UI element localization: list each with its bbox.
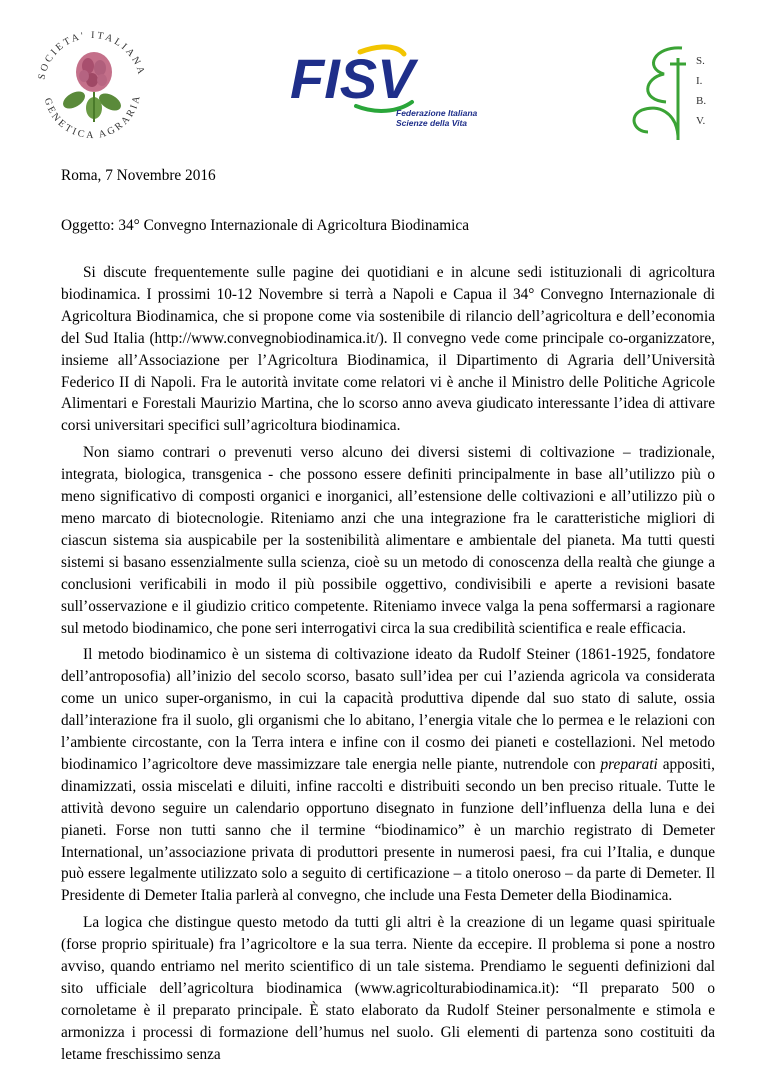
- fisv-caption-2: Scienze della Vita: [396, 118, 468, 128]
- paragraph-3-rest: appositi, dinamizzati, ossia miscelati e diluiti, infine raccolti e distribuiti secondo un ben preciso rituale. Tutte le attività devono seguire un calendario opportuno disegnato in funzione dell’influenza della luna e dei pianeti. Forse non tutti sanno che il termine “biodinamico” è un marchio registrato di Demeter International, un’associazione privata di produttori presente in numerosi paesi, fra cui l’Italia, e dunque può essere legalmente utilizzato solo a seguito di certificazione – a titolo oneroso – da parte di Demeter. Il Presidente di Demeter Italia parlerà al convegno, che include una Festa Demeter della Biodinamica.: [61, 755, 716, 905]
- paragraph-2: Non siamo contrari o prevenuti verso alcuno dei diversi sistemi di coltivazione – tradizionale, integrata, biologica, transgenica - che possono essere definiti principalmente in base all’utilizzo più o meno significativo di composti organici e inorganici, all’estensione delle coltivazioni e all’utilizzo più o meno marcato di biotecnologie. Riteniamo anzi che una integrazione fra le caratteristiche migliori di ciascun sistema sia auspicabile per la sostenibilità alimentare e ambientale del pianeta. Ma tutti questi sistemi si basano essenzialmente sulla scienza, cioè su un metodo di conoscenza della realtà che giunge a conclusioni verificabili in modo il più possibile oggettivo, condivisibili e aperte a revisioni basate sull’osservazione e il giudizio critico competente. Riteniamo invece valga la pena soffermarsi a ragionare sul metodo biodinamico, che pone seri interrogativi circa la sua credibilità scientifica e reale efficacia.: [61, 444, 715, 637]
- fisv-mark: FISV: [290, 47, 415, 110]
- paragraph-3-lead: Il metodo biodinamico è un sistema di coltivazione ideato da Rudolf Steiner (1861-1925, fondatore dell’antroposofia) all’inizio del secolo scorso, basato sull’idea per cui l’azienda agricola va considerata come un unico super-organismo, in cui la capacità produttiva dipende dal suo stato di salute, ossia dall’interazione fra il suolo, gli organismi che lo abitano, l’energia vitale che lo permea e le relazioni con l’ambiente circostante, con la Terra intera e infine con il cosmo dei pianeti e costellazioni. Nel metodo biodinamico l’agricoltore deve massimizzare tale energia nelle piante, nutrendole con: [61, 646, 715, 773]
- sigA-arc-bottom: GENETICA AGRARIA: [41, 92, 143, 142]
- letter-date: Roma, 7 Novembre 2016: [61, 167, 216, 184]
- paragraph-3: [61, 644, 715, 907]
- sibv-letter-i: I.: [696, 75, 703, 87]
- sibv-letter-b: B.: [696, 95, 707, 107]
- letter-body: [61, 262, 715, 1071]
- clover-icon: [60, 52, 124, 122]
- sibv-symbol-icon: [634, 48, 686, 140]
- fisv-logo-graphic: [286, 40, 508, 128]
- sibv-letter-s: S.: [696, 55, 705, 67]
- paragraph-1: Si discute frequentemente sulle pagine dei quotidiani e in alcune sedi istituzionali di agricoltura biodinamica. I prossimi 10-12 Novembre si terrà a Napoli e Capua il 34° Convegno Internazionale di Agricoltura Biodinamica, che si propone come via sostenibile di rilancio dell’agricoltura e dell’economia del Sud Italia (http://www.convegnobiodinamica.it/). Il convegno vede come principale co-organizzatore, insieme all’Associazione per l’Agricoltura Biodinamica, il Dipartimento di Agraria dell’Università Federico II di Napoli. Fra le autorità invitate come relatori vi è anche il Ministro delle Politiche Agricole Alimentari e Forestali Maurizio Martina, che lo scorso anno aveva giudicato interessante l’idea di attivare corsi universitari specifici sull’agricoltura biodinamica.: [61, 264, 715, 435]
- fisv-caption-1: Federazione Italiana: [396, 108, 478, 118]
- sibv-letter-v: V.: [696, 115, 706, 127]
- fisv-logo: [286, 40, 508, 128]
- sibv-logo-graphic: [614, 40, 738, 148]
- paragraph-4: La logica che distingue questo metodo da tutti gli altri è la creazione di un legame quasi spirituale (forse proprio spirituale) fra l’agricoltore e la sua terra. Niente da eccepire. Il problema si pone a nostro avviso, quando entriamo nel merito scientifico di un tale sistema. Prendiamo le seguenti definizioni dal sito ufficiale dell’agricoltura biodinamica (www.agricolturabiodinamica.it): “Il preparato 500 o cornoletame è il preparato principale. È stato elaborato da Rudolf Steiner personalmente e stimola e armonizza i processi di formazione dell’humus nel suolo. Gli elementi di partenza sono costituiti da letame freschissimo senza: [61, 914, 715, 1063]
- sigA-arc-top: SOCIETA' ITALIANA: [36, 29, 148, 81]
- letter-subject: Oggetto: 34° Convegno Internazionale di Agricoltura Biodinamica: [61, 217, 469, 234]
- sibv-logo: [614, 40, 738, 148]
- paragraph-3-italic: preparati: [600, 755, 658, 773]
- sigA-logo-graphic: [22, 10, 162, 146]
- sigA-logo: [22, 10, 162, 146]
